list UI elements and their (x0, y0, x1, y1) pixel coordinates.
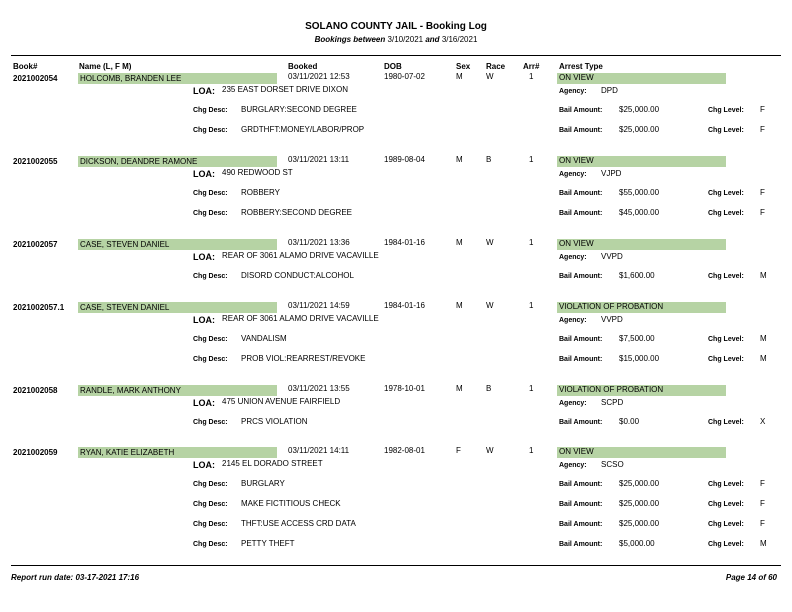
bail-amount: $1,600.00 (619, 271, 655, 280)
charge-level-label: Chg Level: (708, 419, 744, 426)
charge-desc-label: Chg Desc: (193, 336, 228, 343)
booked-datetime: 03/11/2021 13:36 (288, 238, 350, 247)
bail-amount-label: Bail Amount: (559, 190, 603, 197)
loa-label: LOA: (193, 398, 215, 408)
agency-label: Agency: (559, 400, 587, 407)
book-number: 2021002058 (13, 386, 58, 395)
col-book: Book# (13, 62, 38, 71)
date-of-birth: 1982-08-01 (384, 446, 425, 455)
charge-level-label: Chg Level: (708, 521, 744, 528)
charge-level: F (760, 125, 765, 134)
inmate-name: DICKSON, DEANDRE RAMONE (80, 157, 198, 166)
inmate-name: CASE, STEVEN DANIEL (80, 240, 170, 249)
charge-level-label: Chg Level: (708, 356, 744, 363)
date-range-end: 3/16/2021 (441, 35, 478, 44)
bail-amount-label: Bail Amount: (559, 501, 603, 508)
bail-amount-label: Bail Amount: (559, 336, 603, 343)
charge-level: F (760, 499, 765, 508)
race: W (486, 238, 494, 247)
date-range-prefix: Bookings between (314, 35, 386, 44)
charge-desc-label: Chg Desc: (193, 541, 228, 548)
col-arrest-type: Arrest Type (559, 62, 603, 71)
charge-description: PRCS VIOLATION (241, 417, 308, 426)
bail-amount-label: Bail Amount: (559, 273, 603, 280)
bail-amount-label: Bail Amount: (559, 356, 603, 363)
booked-datetime: 03/11/2021 13:55 (288, 384, 350, 393)
charge-description: BURGLARY (241, 479, 285, 488)
charge-description: ROBBERY:SECOND DEGREE (241, 208, 352, 217)
charge-desc-label: Chg Desc: (193, 127, 228, 134)
bail-amount: $5,000.00 (619, 539, 655, 548)
bail-amount: $0.00 (619, 417, 640, 426)
location-of-arrest: 490 REDWOOD ST (222, 168, 293, 177)
booked-datetime: 03/11/2021 14:59 (288, 301, 350, 310)
agency: VJPD (601, 169, 622, 178)
col-sex: Sex (456, 62, 471, 71)
book-number: 2021002054 (13, 74, 58, 83)
charge-level: F (760, 208, 765, 217)
date-of-birth: 1984-01-16 (384, 238, 425, 247)
arrest-number: 1 (529, 72, 534, 81)
loa-label: LOA: (193, 315, 215, 325)
charge-description: VANDALISM (241, 334, 287, 343)
footer-divider (11, 565, 781, 566)
charge-level: M (760, 539, 767, 548)
page-number: Page 14 of 60 (725, 573, 777, 582)
sex: F (456, 446, 461, 455)
charge-level: F (760, 105, 765, 114)
race: B (486, 155, 492, 164)
arrest-number: 1 (529, 384, 534, 393)
bail-amount: $55,000.00 (619, 188, 660, 197)
location-of-arrest: 2145 EL DORADO STREET (222, 459, 323, 468)
charge-description: PROB VIOL:REARREST/REVOKE (241, 354, 366, 363)
location-of-arrest: REAR OF 3061 ALAMO DRIVE VACAVILLE (222, 314, 379, 323)
charge-level: M (760, 334, 767, 343)
bail-amount-label: Bail Amount: (559, 107, 603, 114)
bail-amount: $25,000.00 (619, 499, 660, 508)
charge-desc-label: Chg Desc: (193, 419, 228, 426)
arrest-type: ON VIEW (559, 73, 594, 82)
book-number: 2021002055 (13, 157, 58, 166)
charge-level: M (760, 271, 767, 280)
arrest-type: VIOLATION OF PROBATION (559, 385, 664, 394)
arrest-number: 1 (529, 238, 534, 247)
charge-level-label: Chg Level: (708, 190, 744, 197)
bail-amount: $25,000.00 (619, 479, 660, 488)
charge-desc-label: Chg Desc: (193, 210, 228, 217)
loa-label: LOA: (193, 86, 215, 96)
arrest-number: 1 (529, 301, 534, 310)
charge-level-label: Chg Level: (708, 273, 744, 280)
booked-datetime: 03/11/2021 12:53 (288, 72, 350, 81)
arrest-type: ON VIEW (559, 239, 594, 248)
charge-desc-label: Chg Desc: (193, 107, 228, 114)
race: W (486, 301, 494, 310)
charge-level: M (760, 354, 767, 363)
sex: M (456, 72, 463, 81)
agency: VVPD (601, 252, 623, 261)
date-range-and: and (425, 35, 440, 44)
location-of-arrest: 475 UNION AVENUE FAIRFIELD (222, 397, 341, 406)
location-of-arrest: 235 EAST DORSET DRIVE DIXON (222, 85, 348, 94)
arrest-number: 1 (529, 446, 534, 455)
charge-description: BURGLARY:SECOND DEGREE (241, 105, 357, 114)
col-arr: Arr# (523, 62, 540, 71)
booking-record (0, 446, 792, 548)
date-of-birth: 1989-08-04 (384, 155, 425, 164)
bail-amount: $45,000.00 (619, 208, 660, 217)
booking-record (0, 302, 792, 382)
bail-amount-label: Bail Amount: (559, 481, 603, 488)
date-of-birth: 1984-01-16 (384, 301, 425, 310)
bail-amount-label: Bail Amount: (559, 419, 603, 426)
inmate-name: HOLCOMB, BRANDEN LEE (80, 74, 182, 83)
inmate-name: CASE, STEVEN DANIEL (80, 303, 170, 312)
date-range-start: 3/10/2021 (387, 35, 424, 44)
charge-description: PETTY THEFT (241, 539, 295, 548)
agency: SCPD (601, 398, 624, 407)
sex: M (456, 238, 463, 247)
book-number: 2021002059 (13, 448, 58, 457)
charge-desc-label: Chg Desc: (193, 521, 228, 528)
arrest-type: VIOLATION OF PROBATION (559, 302, 664, 311)
agency: DPD (601, 86, 618, 95)
charge-description: THFT:USE ACCESS CRD DATA (241, 519, 356, 528)
charge-desc-label: Chg Desc: (193, 501, 228, 508)
agency: SCSO (601, 460, 624, 469)
agency-label: Agency: (559, 88, 587, 95)
col-race: Race (486, 62, 506, 71)
charge-level-label: Chg Level: (708, 107, 744, 114)
bail-amount: $25,000.00 (619, 125, 660, 134)
bail-amount-label: Bail Amount: (559, 210, 603, 217)
loa-label: LOA: (193, 460, 215, 470)
race: B (486, 384, 492, 393)
bail-amount: $25,000.00 (619, 105, 660, 114)
charge-level-label: Chg Level: (708, 481, 744, 488)
loa-label: LOA: (193, 252, 215, 262)
report-date-range (0, 35, 792, 44)
charge-level: X (760, 417, 766, 426)
date-of-birth: 1980-07-02 (384, 72, 425, 81)
report-title: SOLANO COUNTY JAIL - Booking Log (305, 21, 487, 32)
booking-record (0, 73, 792, 153)
inmate-name: RANDLE, MARK ANTHONY (80, 386, 181, 395)
bail-amount: $7,500.00 (619, 334, 655, 343)
report-run-date: Report run date: 03-17-2021 17:16 (11, 573, 140, 582)
charge-description: GRDTHFT:MONEY/LABOR/PROP (241, 125, 365, 134)
bail-amount: $25,000.00 (619, 519, 660, 528)
agency: VVPD (601, 315, 623, 324)
agency-label: Agency: (559, 462, 587, 469)
charge-level-label: Chg Level: (708, 501, 744, 508)
race: W (486, 446, 494, 455)
agency-label: Agency: (559, 171, 587, 178)
charge-description: DISORD CONDUCT:ALCOHOL (241, 271, 354, 280)
charge-level-label: Chg Level: (708, 336, 744, 343)
agency-label: Agency: (559, 254, 587, 261)
charge-level-label: Chg Level: (708, 541, 744, 548)
location-of-arrest: REAR OF 3061 ALAMO DRIVE VACAVILLE (222, 251, 379, 260)
sex: M (456, 301, 463, 310)
charge-desc-label: Chg Desc: (193, 356, 228, 363)
booked-datetime: 03/11/2021 13:11 (288, 155, 350, 164)
col-dob: DOB (384, 62, 402, 71)
charge-desc-label: Chg Desc: (193, 273, 228, 280)
charge-desc-label: Chg Desc: (193, 481, 228, 488)
inmate-name: RYAN, KATIE ELIZABETH (80, 448, 175, 457)
arrest-type: ON VIEW (559, 447, 594, 456)
loa-label: LOA: (193, 169, 215, 179)
race: W (486, 72, 494, 81)
charge-level-label: Chg Level: (708, 210, 744, 217)
book-number: 2021002057 (13, 240, 58, 249)
charge-level-label: Chg Level: (708, 127, 744, 134)
book-number: 2021002057.1 (13, 303, 65, 312)
bail-amount-label: Bail Amount: (559, 127, 603, 134)
booked-datetime: 03/11/2021 14:11 (288, 446, 350, 455)
charge-level: F (760, 188, 765, 197)
booking-record (0, 156, 792, 236)
bail-amount-label: Bail Amount: (559, 541, 603, 548)
col-name: Name (L, F M) (79, 62, 132, 71)
charge-level: F (760, 479, 765, 488)
charge-description: ROBBERY (241, 188, 280, 197)
charge-desc-label: Chg Desc: (193, 190, 228, 197)
arrest-number: 1 (529, 155, 534, 164)
charge-description: MAKE FICTITIOUS CHECK (241, 499, 341, 508)
agency-label: Agency: (559, 317, 587, 324)
header-divider (11, 55, 781, 56)
charge-level: F (760, 519, 765, 528)
arrest-type: ON VIEW (559, 156, 594, 165)
bail-amount-label: Bail Amount: (559, 521, 603, 528)
sex: M (456, 384, 463, 393)
sex: M (456, 155, 463, 164)
col-booked: Booked (288, 62, 318, 71)
date-of-birth: 1978-10-01 (384, 384, 425, 393)
bail-amount: $15,000.00 (619, 354, 660, 363)
